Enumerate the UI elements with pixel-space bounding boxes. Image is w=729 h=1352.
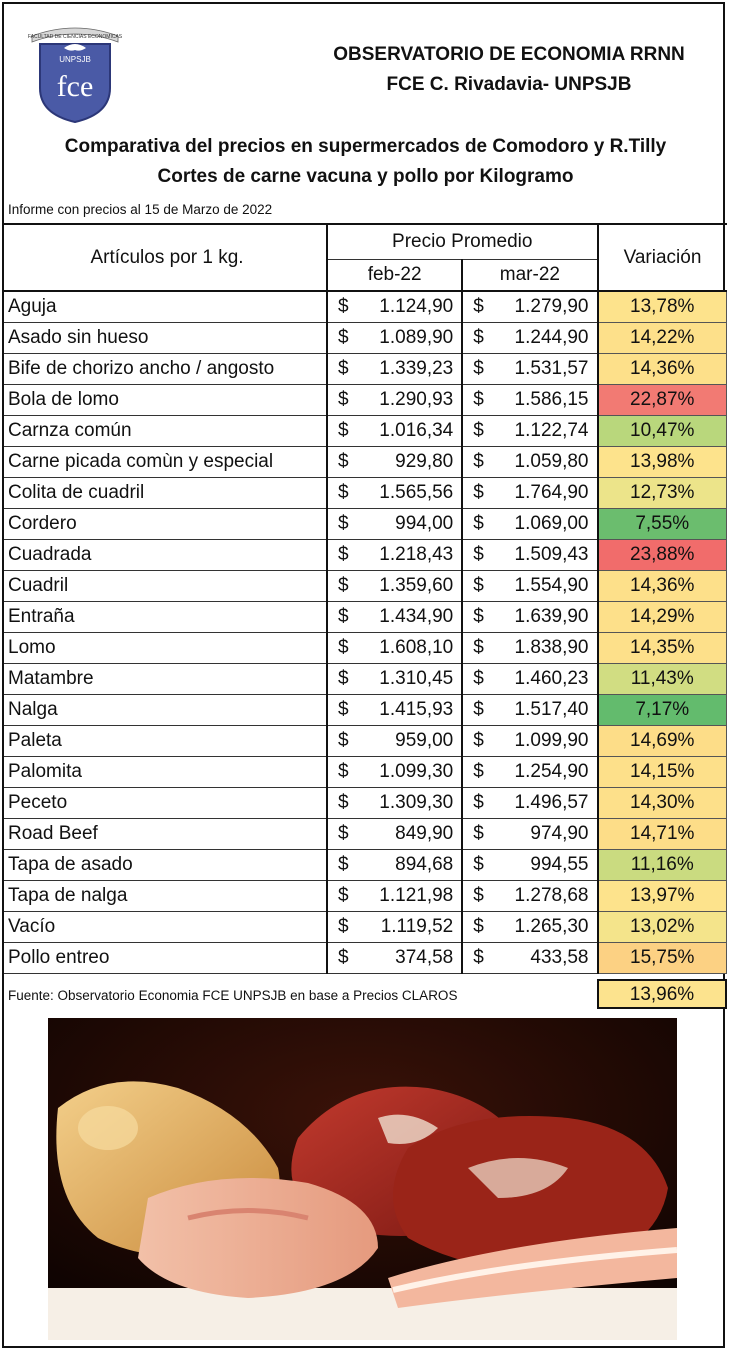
price-value: 1.608,10 xyxy=(379,637,454,658)
price-mar xyxy=(462,323,597,354)
article-name: Paleta xyxy=(4,726,327,757)
variation-cell: 13,97% xyxy=(598,881,727,912)
price-value: 1.434,90 xyxy=(379,606,454,627)
currency-symbol: $ xyxy=(473,637,484,658)
currency-symbol: $ xyxy=(338,637,349,658)
price-value: 1.122,74 xyxy=(514,420,589,441)
logo-university: UNPSJB xyxy=(59,55,91,64)
variation-cell: 14,30% xyxy=(598,788,727,819)
price-value: 1.586,15 xyxy=(514,389,589,410)
price-feb xyxy=(327,850,462,881)
price-feb xyxy=(327,540,462,571)
currency-symbol: $ xyxy=(338,854,349,875)
header-variation: Variación xyxy=(598,224,727,291)
title-line-2: Cortes de carne vacuna y pollo por Kilogramo xyxy=(157,166,574,187)
currency-symbol: $ xyxy=(473,451,484,472)
price-value: 1.339,23 xyxy=(379,358,454,379)
currency-symbol: $ xyxy=(473,544,484,565)
price-mar xyxy=(462,447,597,478)
price-value: 1.244,90 xyxy=(514,327,589,348)
price-value: 433,58 xyxy=(530,947,589,968)
article-name: Bola de lomo xyxy=(4,385,327,416)
currency-symbol: $ xyxy=(338,389,349,410)
price-table xyxy=(4,223,727,974)
price-value: 994,55 xyxy=(530,854,589,875)
currency-symbol: $ xyxy=(473,296,484,317)
article-name: Aguja xyxy=(4,291,327,323)
source-note: Fuente: Observatorio Economia FCE UNPSJB en base a Precios CLAROS xyxy=(8,988,458,1003)
price-value: 1.016,34 xyxy=(379,420,454,441)
table-row xyxy=(4,757,727,788)
variation-cell: 14,69% xyxy=(598,726,727,757)
table-row xyxy=(4,943,727,974)
currency-symbol: $ xyxy=(473,885,484,906)
article-name: Nalga xyxy=(4,695,327,726)
price-value: 1.838,90 xyxy=(514,637,589,658)
price-mar xyxy=(462,385,597,416)
table-row xyxy=(4,819,727,850)
currency-symbol: $ xyxy=(473,513,484,534)
currency-symbol: $ xyxy=(338,885,349,906)
fce-logo xyxy=(24,18,126,126)
price-value: 1.121,98 xyxy=(379,885,454,906)
table-row xyxy=(4,447,727,478)
article-name: Carne picada comùn y especial xyxy=(4,447,327,478)
price-mar xyxy=(462,943,597,974)
currency-symbol: $ xyxy=(473,575,484,596)
title-line-1: Comparativa del precios en supermercados de Comodoro y R.Tilly xyxy=(64,136,667,157)
currency-symbol: $ xyxy=(473,947,484,968)
currency-symbol: $ xyxy=(473,358,484,379)
currency-symbol: $ xyxy=(473,606,484,627)
price-mar xyxy=(462,602,597,633)
article-name: Pollo entreo xyxy=(4,943,327,974)
currency-symbol: $ xyxy=(338,296,349,317)
currency-symbol: $ xyxy=(473,730,484,751)
table-row xyxy=(4,323,727,354)
header-mar: mar-22 xyxy=(462,260,597,292)
price-mar xyxy=(462,757,597,788)
currency-symbol: $ xyxy=(338,792,349,813)
currency-symbol: $ xyxy=(338,761,349,782)
currency-symbol: $ xyxy=(473,916,484,937)
article-name: Bife de chorizo ancho / angosto xyxy=(4,354,327,385)
price-value: 1.517,40 xyxy=(514,699,589,720)
currency-symbol: $ xyxy=(473,420,484,441)
currency-symbol: $ xyxy=(338,327,349,348)
article-name: Palomita xyxy=(4,757,327,788)
currency-symbol: $ xyxy=(338,730,349,751)
currency-symbol: $ xyxy=(473,823,484,844)
currency-symbol: $ xyxy=(338,420,349,441)
article-name: Peceto xyxy=(4,788,327,819)
org-line-1: OBSERVATORIO DE ECONOMIA RRNN xyxy=(333,44,685,65)
price-value: 1.290,93 xyxy=(379,389,454,410)
price-feb xyxy=(327,291,462,323)
table-row xyxy=(4,633,727,664)
article-name: Cuadrada xyxy=(4,540,327,571)
currency-symbol: $ xyxy=(473,792,484,813)
price-feb xyxy=(327,478,462,509)
price-mar xyxy=(462,571,597,602)
currency-symbol: $ xyxy=(338,513,349,534)
price-value: 1.310,45 xyxy=(379,668,454,689)
price-feb xyxy=(327,354,462,385)
price-value: 929,80 xyxy=(395,451,454,472)
price-value: 1.359,60 xyxy=(379,575,454,596)
currency-symbol: $ xyxy=(338,451,349,472)
price-value: 1.254,90 xyxy=(514,761,589,782)
price-value: 959,00 xyxy=(395,730,454,751)
price-value: 1.059,80 xyxy=(514,451,589,472)
title-block xyxy=(4,132,727,192)
article-name: Cordero xyxy=(4,509,327,540)
price-value: 894,68 xyxy=(395,854,454,875)
currency-symbol: $ xyxy=(473,482,484,503)
org-line-2: FCE C. Rivadavia- UNPSJB xyxy=(386,74,632,95)
table-row xyxy=(4,571,727,602)
currency-symbol: $ xyxy=(473,668,484,689)
variation-cell: 7,55% xyxy=(598,509,727,540)
price-mar xyxy=(462,695,597,726)
variation-cell: 13,98% xyxy=(598,447,727,478)
price-value: 1.565,56 xyxy=(379,482,454,503)
report-date: Informe con precios al 15 de Marzo de 2022 xyxy=(8,202,273,217)
price-value: 1.554,90 xyxy=(514,575,589,596)
article-name: Lomo xyxy=(4,633,327,664)
article-name: Carnza común xyxy=(4,416,327,447)
price-mar xyxy=(462,664,597,695)
price-value: 1.460,23 xyxy=(514,668,589,689)
price-mar xyxy=(462,850,597,881)
variation-cell: 13,78% xyxy=(598,291,727,323)
price-value: 974,90 xyxy=(530,823,589,844)
currency-symbol: $ xyxy=(473,761,484,782)
price-feb xyxy=(327,819,462,850)
article-name: Vacío xyxy=(4,912,327,943)
table-row xyxy=(4,291,727,323)
price-mar xyxy=(462,788,597,819)
price-feb xyxy=(327,416,462,447)
variation-cell: 14,71% xyxy=(598,819,727,850)
table-row xyxy=(4,726,727,757)
price-value: 1.099,30 xyxy=(379,761,454,782)
currency-symbol: $ xyxy=(338,823,349,844)
price-feb xyxy=(327,881,462,912)
price-mar xyxy=(462,819,597,850)
price-feb xyxy=(327,695,462,726)
price-feb xyxy=(327,943,462,974)
table-row xyxy=(4,602,727,633)
price-mar xyxy=(462,540,597,571)
price-value: 1.119,52 xyxy=(380,916,454,937)
price-feb xyxy=(327,447,462,478)
price-mar xyxy=(462,509,597,540)
price-value: 1.279,90 xyxy=(514,296,589,317)
variation-cell: 14,15% xyxy=(598,757,727,788)
table-row xyxy=(4,385,727,416)
variation-cell: 14,29% xyxy=(598,602,727,633)
price-mar xyxy=(462,633,597,664)
price-value: 1.278,68 xyxy=(514,885,589,906)
table-row xyxy=(4,850,727,881)
table-row xyxy=(4,478,727,509)
article-name: Matambre xyxy=(4,664,327,695)
price-feb xyxy=(327,509,462,540)
currency-symbol: $ xyxy=(338,544,349,565)
variation-cell: 13,02% xyxy=(598,912,727,943)
header-feb: feb-22 xyxy=(327,260,462,292)
logo-initials: fce xyxy=(56,70,94,103)
variation-cell: 15,75% xyxy=(598,943,727,974)
table-row xyxy=(4,540,727,571)
variation-cell: 10,47% xyxy=(598,416,727,447)
report-sheet xyxy=(2,2,725,1348)
price-value: 1.124,90 xyxy=(379,296,454,317)
price-value: 1.639,90 xyxy=(514,606,589,627)
price-mar xyxy=(462,912,597,943)
article-name: Entraña xyxy=(4,602,327,633)
price-mar xyxy=(462,881,597,912)
price-value: 374,58 xyxy=(395,947,454,968)
header-articles: Artículos por 1 kg. xyxy=(4,224,327,291)
price-feb xyxy=(327,602,462,633)
table-row xyxy=(4,416,727,447)
price-feb xyxy=(327,385,462,416)
price-feb xyxy=(327,633,462,664)
variation-cell: 14,35% xyxy=(598,633,727,664)
meat-photo xyxy=(48,1018,677,1340)
currency-symbol: $ xyxy=(338,358,349,379)
price-feb xyxy=(327,726,462,757)
variation-cell: 23,88% xyxy=(598,540,727,571)
variation-cell: 12,73% xyxy=(598,478,727,509)
table-row xyxy=(4,354,727,385)
article-name: Road Beef xyxy=(4,819,327,850)
table-row xyxy=(4,912,727,943)
price-feb xyxy=(327,664,462,695)
average-variation: 13,96% xyxy=(597,979,727,1009)
price-feb xyxy=(327,788,462,819)
price-feb xyxy=(327,571,462,602)
currency-symbol: $ xyxy=(473,854,484,875)
variation-cell: 14,36% xyxy=(598,354,727,385)
price-value: 849,90 xyxy=(395,823,454,844)
price-value: 1.496,57 xyxy=(514,792,589,813)
article-name: Tapa de asado xyxy=(4,850,327,881)
price-value: 1.218,43 xyxy=(379,544,454,565)
price-mar xyxy=(462,291,597,323)
variation-cell: 14,22% xyxy=(598,323,727,354)
header-avg-price: Precio Promedio xyxy=(327,224,598,260)
organization-block xyxy=(304,40,714,100)
price-feb xyxy=(327,323,462,354)
price-value: 1.531,57 xyxy=(514,358,589,379)
currency-symbol: $ xyxy=(338,668,349,689)
price-feb xyxy=(327,912,462,943)
price-value: 1.265,30 xyxy=(514,916,589,937)
price-mar xyxy=(462,416,597,447)
variation-cell: 11,16% xyxy=(598,850,727,881)
price-value: 1.309,30 xyxy=(379,792,454,813)
price-mar xyxy=(462,478,597,509)
currency-symbol: $ xyxy=(338,947,349,968)
table-row xyxy=(4,881,727,912)
currency-symbol: $ xyxy=(473,327,484,348)
article-name: Colita de cuadril xyxy=(4,478,327,509)
table-row xyxy=(4,509,727,540)
table-row xyxy=(4,664,727,695)
currency-symbol: $ xyxy=(473,699,484,720)
article-name: Cuadril xyxy=(4,571,327,602)
price-value: 1.099,90 xyxy=(514,730,589,751)
price-value: 1.069,00 xyxy=(514,513,589,534)
variation-cell: 11,43% xyxy=(598,664,727,695)
table-row xyxy=(4,788,727,819)
currency-symbol: $ xyxy=(473,389,484,410)
currency-symbol: $ xyxy=(338,606,349,627)
currency-symbol: $ xyxy=(338,916,349,937)
currency-symbol: $ xyxy=(338,575,349,596)
price-feb xyxy=(327,757,462,788)
article-name: Tapa de nalga xyxy=(4,881,327,912)
article-name: Asado sin hueso xyxy=(4,323,327,354)
price-value: 1.089,90 xyxy=(379,327,454,348)
variation-cell: 7,17% xyxy=(598,695,727,726)
price-mar xyxy=(462,726,597,757)
variation-cell: 14,36% xyxy=(598,571,727,602)
price-value: 994,00 xyxy=(395,513,454,534)
price-value: 1.415,93 xyxy=(379,699,454,720)
price-value: 1.509,43 xyxy=(514,544,589,565)
table-row xyxy=(4,695,727,726)
logo-arc-text: FACULTAD DE CIENCIAS ECONOMICAS xyxy=(27,34,123,40)
variation-cell: 22,87% xyxy=(598,385,727,416)
price-value: 1.764,90 xyxy=(514,482,589,503)
currency-symbol: $ xyxy=(338,482,349,503)
currency-symbol: $ xyxy=(338,699,349,720)
price-mar xyxy=(462,354,597,385)
